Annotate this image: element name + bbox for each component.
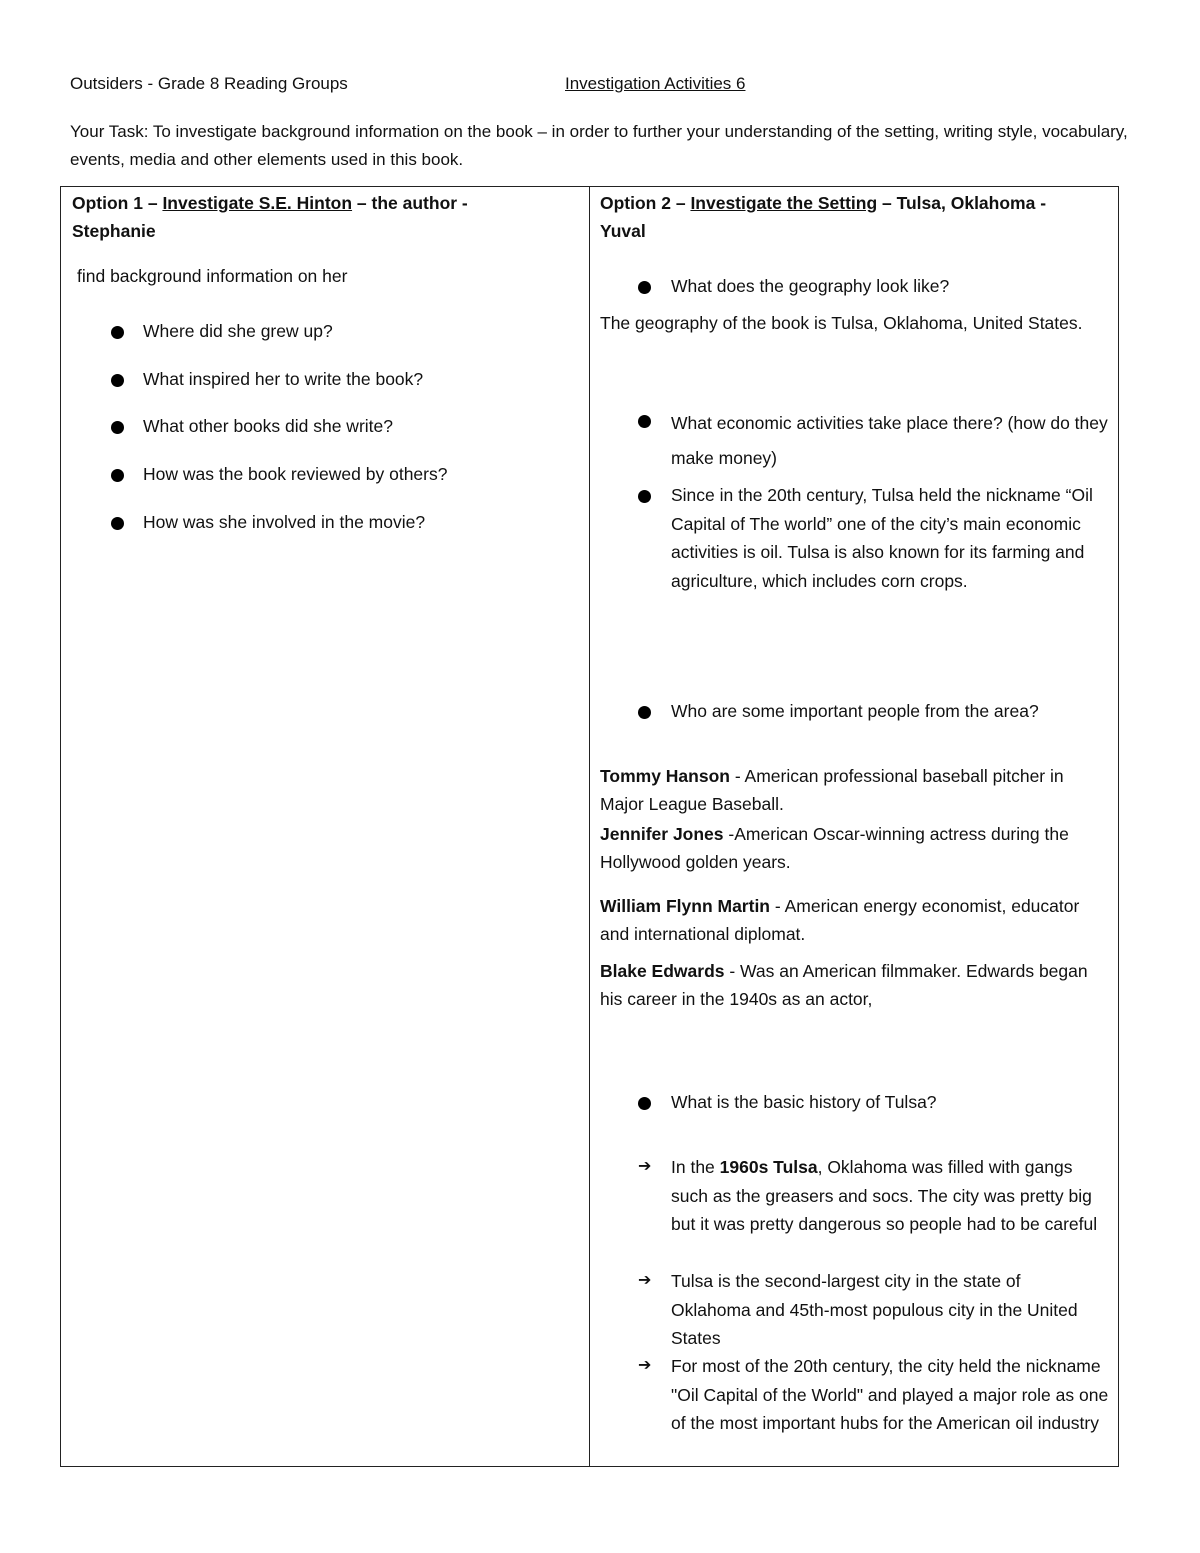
person-name: William Flynn Martin [600,896,770,916]
bullet-icon [111,421,124,434]
person-entry [600,820,1100,876]
option-2-student: Yuval [600,221,646,241]
option-2-suffix: – Tulsa, Oklahoma - [877,193,1047,213]
option-1-intro: find background information on her [77,266,348,286]
history-point: Tulsa is the second-largest city in the state of Oklahoma and 45th-most populous city in the United States [671,1271,1078,1348]
option-1-topic: Investigate S.E. Hinton [162,193,353,213]
person-description: - American professional baseball pitcher in Major League Baseball. [600,766,1064,814]
person-entry [600,957,1100,1013]
bullet-icon [638,490,651,503]
history-text: In the [671,1157,720,1177]
option-2-cell [590,187,1119,1467]
task-description: Your Task: To investigate background information on the book – in order to further your understanding of the setting, writing style, vocabulary, events, media and other elements used in this book. [70,122,1128,169]
option-1-prefix: Option 1 – [72,193,163,213]
option-2-topic: Investigate the Setting [690,193,878,213]
option-1-question: What inspired her to write the book? [143,369,424,389]
option-2-heading [600,189,1110,245]
arrow-right-icon: ➔ [638,1158,652,1175]
option-1-question: Where did she grew up? [143,321,333,341]
history-point [671,1153,1111,1239]
history-question: What is the basic history of Tulsa? [671,1092,937,1112]
economy-question: What economic activities take place there? (how do they make money) [671,413,1108,468]
option-1-student: Stephanie [72,221,156,241]
bullet-icon [638,706,651,719]
bullet-icon [638,415,651,428]
history-text: , Oklahoma was filled with gangs such as the greasers and socs. The city was pretty big but it was pretty dangerous so people had to be careful [671,1157,1098,1234]
arrow-right-icon: ➔ [638,1357,652,1374]
option-1-suffix: – the author - [352,193,468,213]
option-1-heading [72,189,572,245]
person-description: - American energy economist, educator and international diplomat. [600,896,1080,944]
options-table [60,186,1119,1467]
history-point: For most of the 20th century, the city held the nickname "Oil Capital of the World" and played a major role as one of the most important hubs for the American oil industry [671,1356,1109,1433]
person-description: - Was an American filmmaker. Edwards began his career in the 1940s as an actor, [600,961,1088,1009]
person-description: -American Oscar-winning actress during the Hollywood golden years. [600,824,1069,872]
option-1-question: How was the book reviewed by others? [143,464,448,484]
person-name: Blake Edwards [600,961,725,981]
option-2-prefix: Option 2 – [600,193,691,213]
bullet-icon [111,469,124,482]
bullet-icon [111,374,124,387]
person-entry [600,762,1110,818]
economy-answer: Since in the 20th century, Tulsa held the nickname “Oil Capital of The world” one of the city’s main economic activities is oil. Tulsa is also known for its farming and agriculture, which includes corn crops. [671,485,1093,591]
bullet-icon [111,517,124,530]
option-1-question: What other books did she write? [143,416,393,436]
people-question: Who are some important people from the area? [671,701,1039,721]
person-name: Jennifer Jones [600,824,724,844]
person-name: Tommy Hanson [600,766,730,786]
history-highlight: 1960s Tulsa [719,1157,818,1177]
bullet-icon [638,281,651,294]
person-entry [600,892,1090,948]
geography-answer: The geography of the book is Tulsa, Oklahoma, United States. [600,313,1083,333]
option-1-cell [61,187,590,1467]
geography-question: What does the geography look like? [671,276,950,296]
header-course-title: Outsiders - Grade 8 Reading Groups [70,74,348,93]
bullet-icon [111,326,124,339]
header-activity-title: Investigation Activities 6 [565,74,746,93]
bullet-icon [638,1097,651,1110]
arrow-right-icon: ➔ [638,1272,652,1289]
option-1-question: How was she involved in the movie? [143,512,426,532]
